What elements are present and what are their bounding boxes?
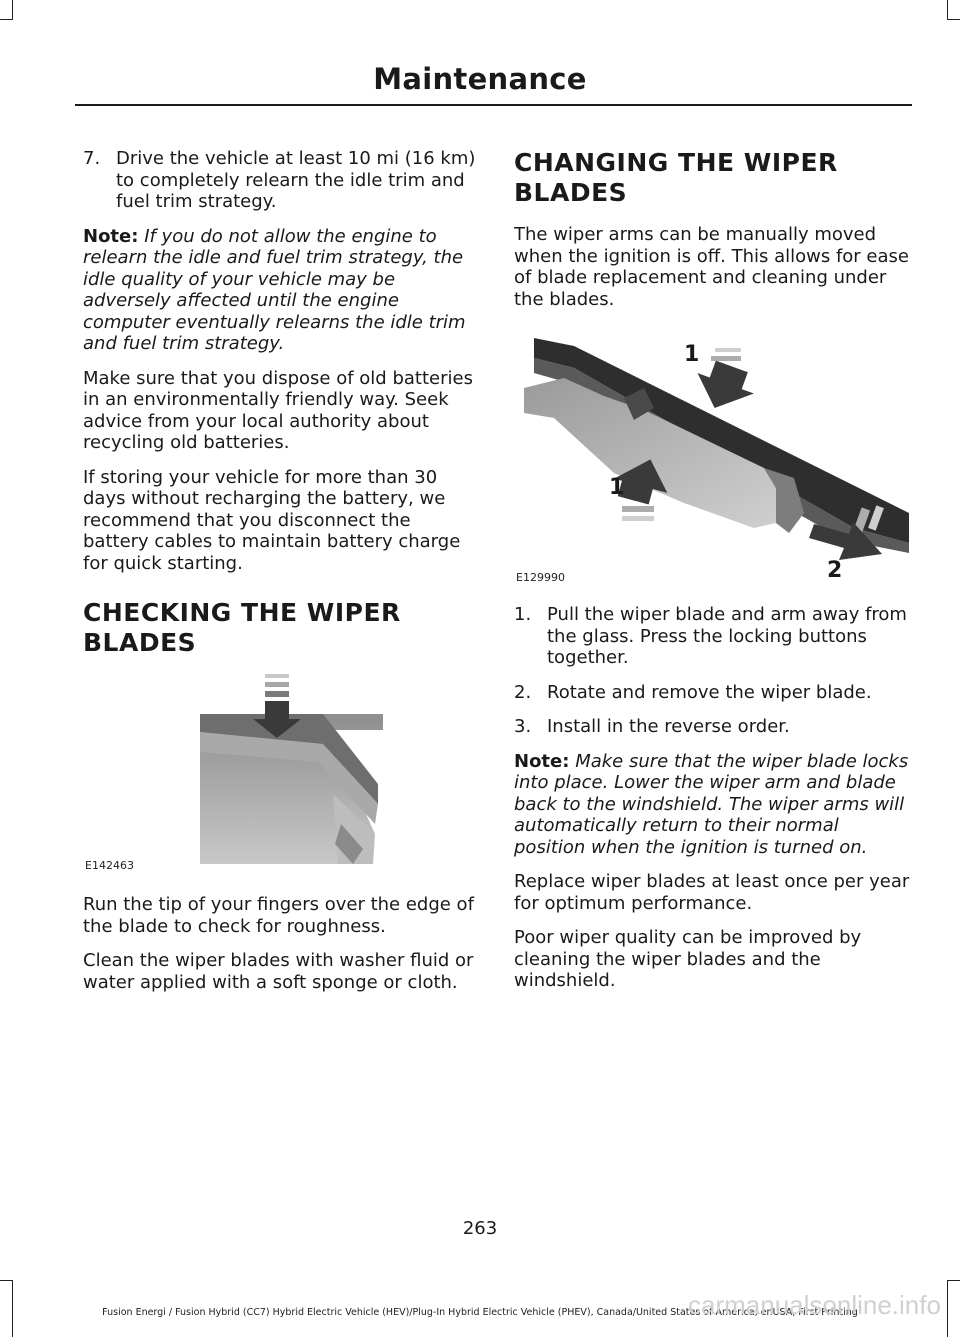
- callout-1-bottom: 1: [609, 475, 625, 500]
- step-3: [514, 716, 912, 738]
- note-label: Note:: [514, 750, 570, 772]
- arrow-stripe: [622, 506, 654, 512]
- crop-mark: [947, 19, 960, 20]
- page-number: 263: [462, 1218, 498, 1239]
- arrow-stripe: [622, 516, 654, 521]
- watermark: carmanualsonline.info: [688, 1290, 941, 1320]
- step-number: 3.: [514, 716, 532, 737]
- crop-mark: [12, 0, 13, 20]
- paragraph-fingers: Run the tip of your fingers over the edge of the blade to check for roughness.: [83, 894, 474, 937]
- page-title: Maintenance: [373, 62, 587, 96]
- note-text: If you do not allow the engine to relearn the idle and fuel trim strategy, the idle quality of your vehicle may be adversely affected until the engine computer eventually relearns the idle trim and fuel trim strategy.: [83, 225, 466, 354]
- arrow-stripe: [715, 348, 741, 352]
- paragraph-clean: Clean the wiper blades with washer fluid or water applied with a soft sponge or cloth.: [83, 950, 474, 993]
- wiper-removal-illustration: [514, 328, 912, 586]
- arrow-stripe: [265, 691, 289, 697]
- figure-code: E129990: [516, 571, 565, 584]
- heading-checking-wiper-blades: CHECKING THE WIPER BLADES: [83, 598, 401, 657]
- step-number: 7.: [83, 148, 101, 169]
- figure-code: E142463: [85, 859, 134, 872]
- paragraph-storing: If storing your vehicle for more than 30 days without recharging the battery, we recommend that you disconnect the battery cables to maintain battery charge for quick starting.: [83, 466, 461, 574]
- note-idle-trim: [83, 226, 478, 355]
- crop-mark: [0, 1280, 13, 1281]
- step-number: 1.: [514, 604, 532, 625]
- step-text: Drive the vehicle at least 10 mi (16 km) to completely relearn the idle trim and fuel trim strategy.: [116, 148, 476, 212]
- step-1: [514, 604, 912, 669]
- wiper-blade-illustration: [83, 674, 478, 874]
- crop-mark: [947, 0, 948, 20]
- note-label: Note:: [83, 225, 139, 247]
- header-divider: [75, 104, 912, 106]
- step-text: Pull the wiper blade and arm away from the glass. Press the locking buttons together.: [547, 604, 907, 668]
- paragraph-wiper-arms: The wiper arms can be manually moved when the ignition is off. This allows for ease of blade replacement and cleaning under the blades.: [514, 224, 909, 310]
- paragraph-poor-quality: Poor wiper quality can be improved by cleaning the wiper blades and the windshield.: [514, 927, 862, 991]
- arrow-stripe: [711, 356, 741, 361]
- arrow-stripe: [265, 682, 289, 687]
- footer-text: Fusion Energi / Fusion Hybrid (CC7) Hybrid Electric Vehicle (HEV)/Plug-In Hybrid Electric Vehicle (PHEV), Canada/United States of America, enUSA, First Printing: [102, 1307, 858, 1318]
- step-7: [83, 148, 478, 213]
- callout-1-top: 1: [684, 342, 700, 367]
- step-2: [514, 682, 912, 704]
- figure-wiper-blade-check: [83, 674, 478, 874]
- figure-wiper-blade-removal: [514, 328, 912, 586]
- arrow-stripe: [265, 674, 289, 678]
- left-column: [83, 148, 478, 1006]
- callout-2: 2: [827, 558, 843, 583]
- crop-mark: [0, 19, 13, 20]
- step-text: Rotate and remove the wiper blade.: [547, 681, 872, 703]
- note-text: Make sure that the wiper blade locks into place. Lower the wiper arm and blade back to the windshield. The wiper arms will automatically return to their normal position when the ignition is turned on.: [514, 750, 909, 858]
- crop-mark: [947, 1280, 960, 1281]
- step-number: 2.: [514, 681, 532, 703]
- paragraph-replace: Replace wiper blades at least once per year for optimum performance.: [514, 871, 910, 914]
- right-column: [514, 148, 912, 1005]
- paragraph-dispose: Make sure that you dispose of old batteries in an environmentally friendly way. Seek advice from your local authority about recycling old batteries.: [83, 367, 473, 453]
- heading-changing-wiper-blades: CHANGING THE WIPER BLADES: [514, 148, 838, 207]
- note-wiper-lock: [514, 751, 912, 859]
- step-text: Install in the reverse order.: [547, 716, 790, 737]
